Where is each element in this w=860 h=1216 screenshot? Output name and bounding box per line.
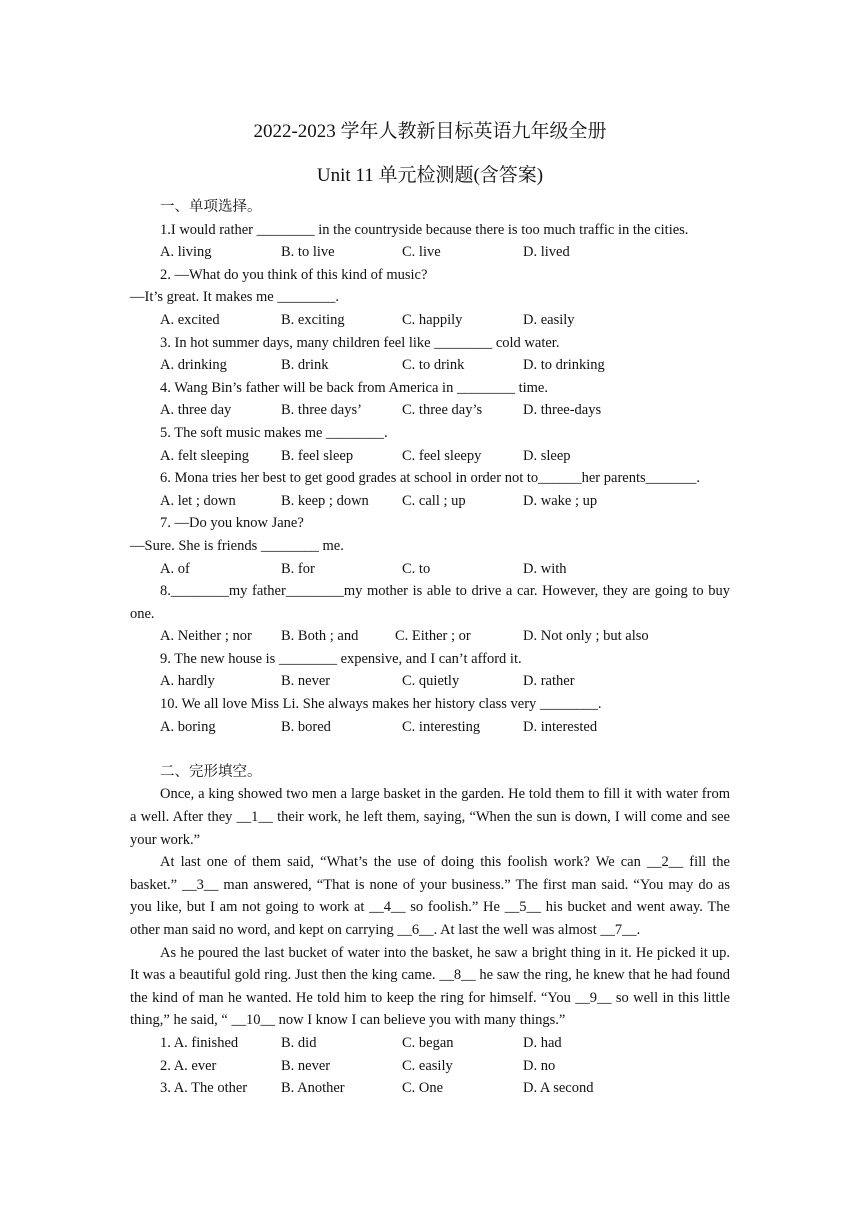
option-c: C. call ; up bbox=[402, 492, 466, 509]
question-options bbox=[130, 399, 730, 422]
option-c: C. happily bbox=[402, 311, 463, 328]
question-stem: 1.I would rather ________ in the countryside because there is too much traffic in the cities. bbox=[160, 221, 689, 238]
option-b: B. drink bbox=[281, 357, 329, 374]
option-c: C. quietly bbox=[402, 673, 460, 690]
option-b: B. never bbox=[281, 673, 331, 690]
option-a: A. let ; down bbox=[160, 492, 236, 509]
document-subtitle: Unit 11 单元检测题(含答案) bbox=[316, 165, 544, 186]
option-d: D. to drinking bbox=[523, 357, 605, 374]
option-c: C. live bbox=[402, 244, 441, 261]
option-c: C. interesting bbox=[402, 718, 481, 735]
option-a: 1. A. finished bbox=[160, 1034, 239, 1051]
option-d: D. rather bbox=[523, 673, 575, 690]
question-options bbox=[130, 558, 730, 581]
option-b: B. Both ; and bbox=[281, 628, 359, 645]
passage-paragraph: At last one of them said, “What’s the use of doing this foolish work? We can __2__ fill the basket.” __3__ man answered, “That is none of your business.” The first man said. “You may do as you like, but I am not going to work at __4__ so foolish.” He __5__ his bucket and went away. The other man said no word, and kept on carrying __6__. At last the well was almost __7__. bbox=[130, 854, 730, 938]
option-d: D. lived bbox=[523, 244, 570, 261]
option-d: D. had bbox=[523, 1034, 562, 1051]
section-spacer bbox=[130, 738, 730, 761]
option-b: B. never bbox=[281, 1057, 331, 1074]
cloze-options bbox=[130, 1032, 730, 1055]
passage-paragraph: Once, a king showed two men a large basket in the garden. He told them to fill it with water from a well. After they __1__ their work, he left them, saying, “When the sun is down, I will come and see your work.” bbox=[130, 786, 730, 848]
option-d: D. Not only ; but also bbox=[523, 628, 649, 645]
option-b: B. three days’ bbox=[281, 402, 362, 419]
option-b: B. exciting bbox=[281, 311, 345, 328]
option-a: A. Neither ; nor bbox=[160, 628, 252, 645]
question-options bbox=[130, 309, 730, 332]
option-c: C. three day’s bbox=[402, 402, 483, 419]
option-d: D. three-days bbox=[523, 402, 602, 419]
cloze-options bbox=[130, 1055, 730, 1078]
option-d: D. with bbox=[523, 560, 567, 577]
question-options bbox=[130, 241, 730, 264]
option-c: C. began bbox=[402, 1034, 454, 1051]
question-stem: 4. Wang Bin’s father will be back from America in ________ time. bbox=[160, 379, 548, 396]
option-c: C. to drink bbox=[402, 357, 465, 374]
option-b: B. for bbox=[281, 560, 315, 577]
document-body bbox=[130, 196, 730, 1100]
question-stem-reply: —Sure. She is friends ________ me. bbox=[130, 537, 344, 554]
passage-paragraph: As he poured the last bucket of water into the basket, he saw a bright thing in it. He picked it up. It was a beautiful gold ring. Just then the king came. __8__ he saw the ring, he knew that he had found the kind of man he wanted. He told him to keep the ring for himself. “You __9__ so well in this little thing,” he said, “ __10__ now I know I can believe you with many things.” bbox=[130, 944, 730, 1029]
option-b: B. did bbox=[281, 1034, 317, 1051]
question-options bbox=[130, 445, 730, 468]
option-c: C. to bbox=[402, 560, 431, 577]
document-title: 2022-2023 学年人教新目标英语九年级全册 bbox=[253, 121, 607, 142]
option-b: B. to live bbox=[281, 244, 335, 261]
option-c: C. Either ; or bbox=[395, 628, 471, 645]
question-stem: 6. Mona tries her best to get good grades at school in order not to______her parents_______. bbox=[160, 470, 701, 487]
question-stem: 10. We all love Miss Li. She always makes her history class very ________. bbox=[160, 696, 602, 713]
option-a: A. hardly bbox=[160, 673, 215, 690]
question-options bbox=[130, 670, 730, 693]
option-b: B. keep ; down bbox=[281, 492, 369, 509]
option-c: C. feel sleepy bbox=[402, 447, 482, 464]
option-a: A. living bbox=[160, 244, 212, 261]
option-a: A. of bbox=[160, 560, 190, 577]
option-b: B. feel sleep bbox=[281, 447, 354, 464]
option-d: D. interested bbox=[523, 718, 598, 735]
section2-heading: 二、完形填空。 bbox=[160, 763, 262, 780]
option-b: B. bored bbox=[281, 718, 331, 735]
option-b: B. Another bbox=[281, 1080, 345, 1097]
option-c: C. easily bbox=[402, 1057, 453, 1074]
question-stem: 9. The new house is ________ expensive, and I can’t afford it. bbox=[160, 650, 522, 667]
option-a: A. boring bbox=[160, 718, 216, 735]
option-a: A. three day bbox=[160, 402, 232, 419]
option-a: 2. A. ever bbox=[160, 1057, 217, 1074]
question-options bbox=[130, 490, 730, 513]
cloze-options bbox=[130, 1077, 730, 1100]
option-a: A. excited bbox=[160, 311, 220, 328]
option-a: A. felt sleeping bbox=[160, 447, 249, 464]
question-stem: 5. The soft music makes me ________. bbox=[160, 424, 388, 441]
question-options bbox=[130, 716, 730, 739]
option-d: D. easily bbox=[523, 311, 575, 328]
option-d: D. wake ; up bbox=[523, 492, 598, 509]
question-stem: 7. —Do you know Jane? bbox=[160, 515, 304, 532]
question-options bbox=[130, 354, 730, 377]
option-d: D. A second bbox=[523, 1080, 594, 1097]
option-d: D. no bbox=[523, 1057, 556, 1074]
option-a: A. drinking bbox=[160, 357, 227, 374]
question-options bbox=[130, 625, 730, 648]
question-stem-reply: —It’s great. It makes me ________. bbox=[130, 289, 339, 306]
question-stem: 2. —What do you think of this kind of music? bbox=[160, 266, 428, 283]
option-d: D. sleep bbox=[523, 447, 571, 464]
question-stem: 8.________my father________my mother is able to drive a car. However, they are going to buy one. bbox=[130, 583, 730, 622]
option-c: C. One bbox=[402, 1080, 444, 1097]
question-stem: 3. In hot summer days, many children feel like ________ cold water. bbox=[160, 334, 560, 351]
section1-heading: 一、单项选择。 bbox=[160, 199, 262, 215]
option-a: 3. A. The other bbox=[160, 1080, 248, 1097]
